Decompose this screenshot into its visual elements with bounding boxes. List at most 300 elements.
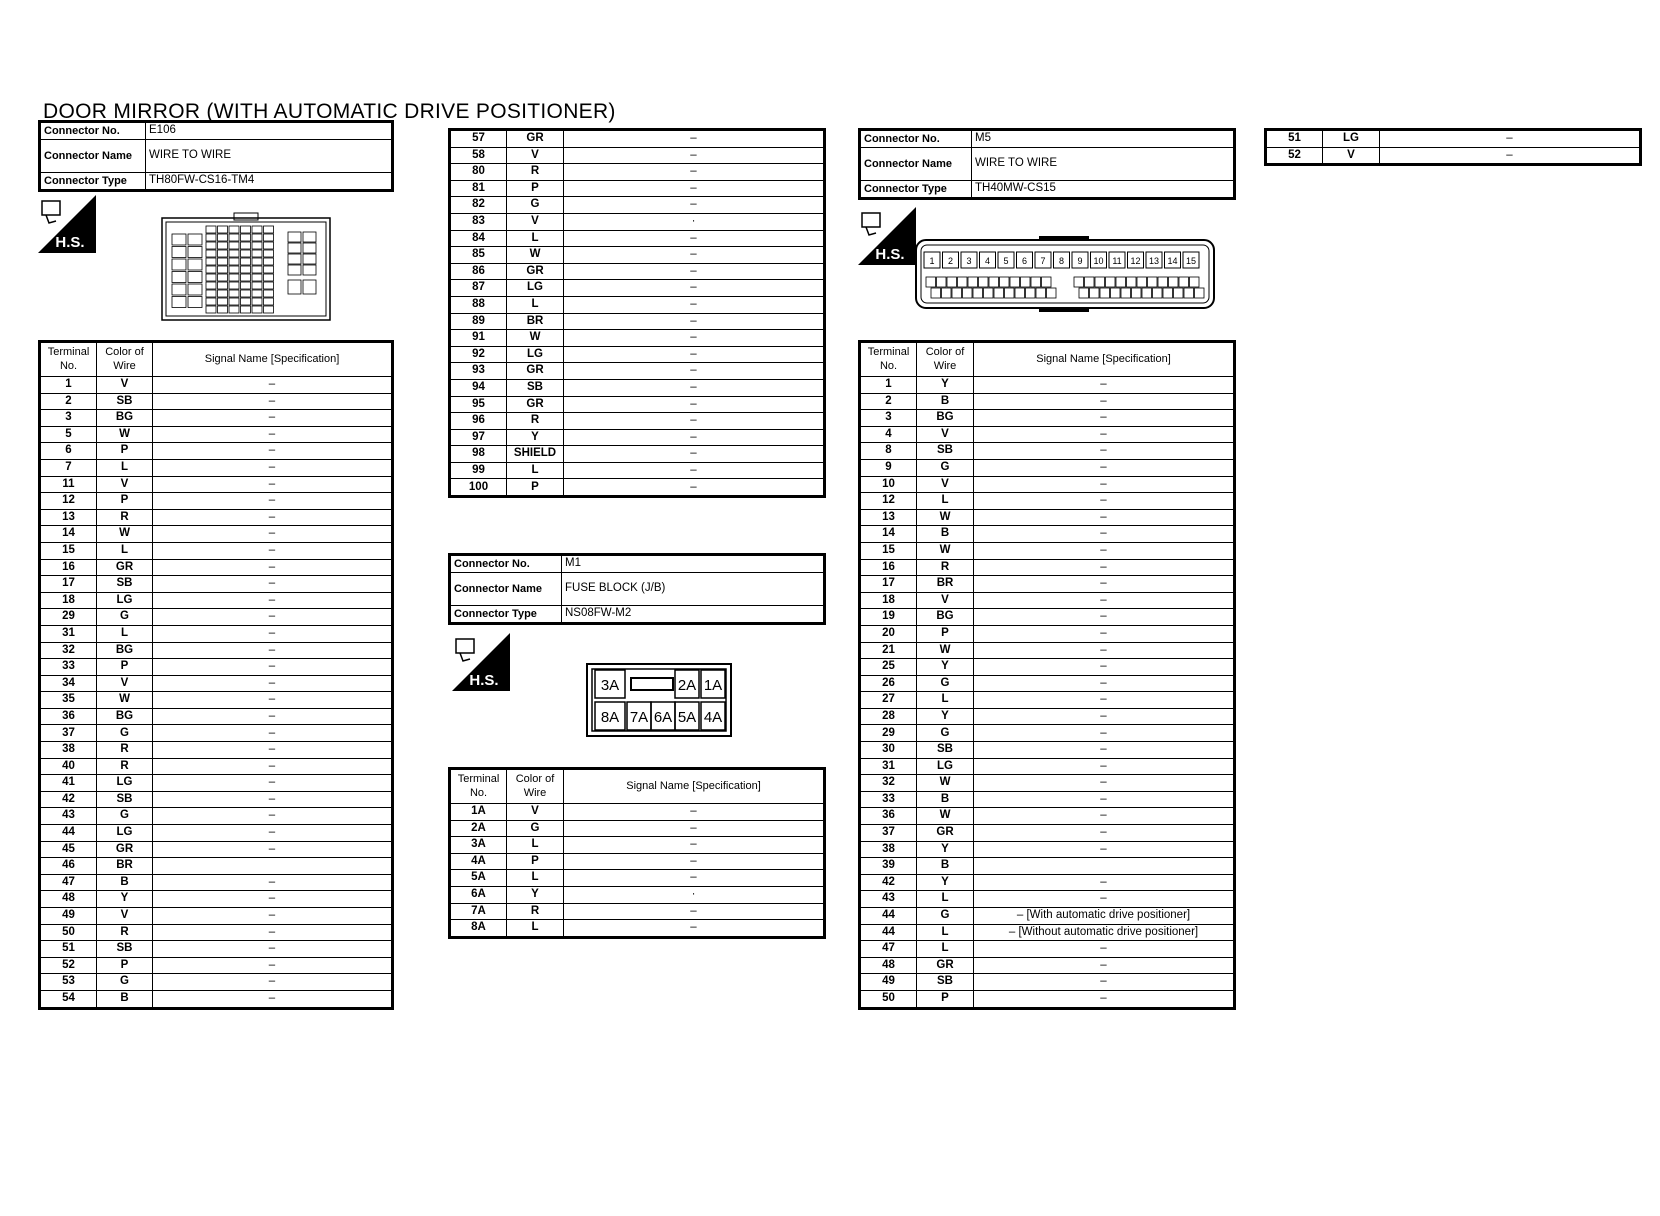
terminal-no-cell: 31: [860, 758, 917, 775]
table-row: [860, 941, 1235, 958]
pin-cell: [1026, 288, 1036, 298]
table-row: [40, 841, 393, 858]
connector-type-label: Connector Type: [860, 181, 972, 199]
signal-name-cell: –: [153, 576, 393, 593]
connector-type-label: Connector Type: [40, 173, 146, 191]
connector-type-value: TH40MW-CS15: [972, 181, 1235, 199]
signal-name-cell: –: [974, 708, 1235, 725]
terminal-no-cell: 85: [450, 247, 507, 264]
signal-name-cell: –: [564, 396, 825, 413]
table-row: [40, 675, 393, 692]
table-row: [40, 957, 393, 974]
terminal-no-cell: 17: [40, 576, 97, 593]
wire-color-cell: R: [97, 509, 153, 526]
table-row: [860, 841, 1235, 858]
wire-color-cell: SB: [97, 941, 153, 958]
signal-name-cell: –: [564, 247, 825, 264]
pin-label: 6A: [653, 709, 673, 726]
table-row: [860, 526, 1235, 543]
pin-cell: [252, 234, 262, 241]
terminal-no-cell: 44: [40, 825, 97, 842]
pin-number: 14: [1167, 256, 1178, 266]
pin-number: 4: [984, 256, 991, 266]
e106-continuation-block: [448, 128, 826, 498]
wire-color-cell: GR: [97, 559, 153, 576]
signal-name-cell: –: [974, 725, 1235, 742]
terminal-no-cell: 44: [860, 924, 917, 941]
pin-cell: [241, 274, 251, 281]
table-row: [860, 692, 1235, 709]
wire-color-cell: P: [507, 180, 564, 197]
signal-name-cell: –: [153, 377, 393, 394]
terminal-no-cell: 30: [860, 742, 917, 759]
table-row: [40, 592, 393, 609]
terminal-no-cell: 80: [450, 164, 507, 181]
table-row: [450, 886, 825, 903]
table-row: [450, 180, 825, 197]
wire-color-cell: L: [507, 920, 564, 938]
terminal-no-cell: 38: [860, 841, 917, 858]
signal-name-cell: –: [974, 775, 1235, 792]
pin-cell: [264, 298, 274, 305]
signal-name-header: Signal Name [Specification]: [974, 342, 1235, 377]
pin-cell: [252, 290, 262, 297]
pin-label: 2A: [677, 677, 697, 694]
wire-color-cell: L: [917, 891, 974, 908]
terminal-no-cell: 5A: [450, 870, 507, 887]
terminal-no-cell: 13: [860, 509, 917, 526]
terminal-no-cell: 81: [450, 180, 507, 197]
wire-color-cell: V: [1323, 147, 1380, 165]
signal-name-cell: [153, 858, 393, 875]
pin-cell: [218, 250, 228, 257]
pin-number: 9: [1077, 256, 1083, 266]
pin-label: 4A: [703, 709, 723, 726]
wire-color-cell: SB: [917, 974, 974, 991]
wire-color-cell: G: [507, 820, 564, 837]
terminal-no-cell: 33: [860, 791, 917, 808]
wire-color-cell: B: [97, 990, 153, 1008]
signal-name-cell: –: [153, 874, 393, 891]
terminal-no-cell: 46: [40, 858, 97, 875]
wire-color-cell: LG: [507, 280, 564, 297]
wire-color-cell: P: [507, 853, 564, 870]
pin-cell: [303, 243, 316, 253]
signal-name-cell: –: [153, 908, 393, 925]
signal-name-cell: ·: [564, 886, 825, 903]
table-row: [860, 891, 1235, 908]
signal-name-cell: –: [153, 841, 393, 858]
terminal-no-cell: 39: [860, 858, 917, 875]
wire-color-cell: V: [97, 675, 153, 692]
pin-cell: [1079, 288, 1089, 298]
signal-name-cell: –: [564, 837, 825, 854]
pin-cell: [188, 272, 202, 283]
terminal-no-cell: 10: [860, 476, 917, 493]
terminal-no-cell: 57: [450, 130, 507, 148]
pin-cell: [1163, 288, 1173, 298]
table-row: [860, 509, 1235, 526]
signal-name-cell: –: [974, 742, 1235, 759]
pin-number: 5: [1003, 256, 1009, 266]
signal-name-cell: –: [564, 147, 825, 164]
wire-color-cell: BG: [97, 642, 153, 659]
signal-name-cell: –: [564, 820, 825, 837]
table-row: [450, 230, 825, 247]
signal-name-cell: –: [974, 841, 1235, 858]
wire-color-cell: W: [917, 808, 974, 825]
terminal-no-header: Terminal No.: [450, 769, 507, 804]
signal-name-cell: –: [153, 642, 393, 659]
terminal-no-cell: 52: [40, 957, 97, 974]
pin-cell: [1153, 288, 1163, 298]
wire-color-cell: Y: [507, 886, 564, 903]
pin-cell: [264, 290, 274, 297]
pin-cell: [1174, 288, 1184, 298]
wire-color-cell: P: [917, 625, 974, 642]
terminal-no-cell: 48: [40, 891, 97, 908]
signal-name-cell: –: [1380, 147, 1641, 165]
terminal-no-cell: 91: [450, 330, 507, 347]
pin-cell: [1137, 277, 1147, 287]
terminal-no-cell: 51: [40, 941, 97, 958]
table-row: [450, 820, 825, 837]
signal-name-cell: –: [974, 874, 1235, 891]
wire-color-cell: LG: [507, 346, 564, 363]
wire-color-cell: Y: [917, 708, 974, 725]
wire-color-cell: LG: [917, 758, 974, 775]
terminal-no-cell: 88: [450, 296, 507, 313]
signal-name-cell: –: [974, 559, 1235, 576]
wire-color-cell: L: [97, 459, 153, 476]
wire-color-cell: W: [97, 692, 153, 709]
table-row: [860, 443, 1235, 460]
connector-no-label: Connector No.: [860, 130, 972, 148]
pin-cell: [288, 265, 301, 275]
signal-name-cell: –: [974, 459, 1235, 476]
table-row: [860, 493, 1235, 510]
table-row: [860, 874, 1235, 891]
terminal-no-cell: 38: [40, 742, 97, 759]
table-row: [860, 576, 1235, 593]
signal-name-cell: –: [153, 625, 393, 642]
pin-number: 13: [1148, 256, 1160, 266]
table-row: [860, 775, 1235, 792]
signal-name-cell: –: [564, 413, 825, 430]
table-row: [40, 659, 393, 676]
signal-name-cell: –: [564, 870, 825, 887]
pin-cell: [218, 298, 228, 305]
pin-cell: [241, 234, 251, 241]
terminal-no-cell: 50: [40, 924, 97, 941]
connector-no-label: Connector No.: [40, 122, 146, 140]
terminal-no-cell: 49: [860, 974, 917, 991]
signal-name-cell: –: [974, 526, 1235, 543]
wire-color-cell: G: [97, 609, 153, 626]
pin-cell: [229, 250, 239, 257]
pin-cell: [206, 234, 216, 241]
terminal-no-cell: 36: [40, 708, 97, 725]
m1-terminal-table: [448, 767, 826, 939]
wire-color-cell: BG: [97, 410, 153, 427]
signal-name-cell: –: [974, 377, 1235, 394]
terminal-no-cell: 6A: [450, 886, 507, 903]
wire-color-cell: L: [917, 941, 974, 958]
pin-cell: [264, 242, 274, 249]
table-row: [40, 609, 393, 626]
table-row: [40, 990, 393, 1008]
signal-name-cell: –: [974, 609, 1235, 626]
terminal-no-cell: 3: [860, 410, 917, 427]
pin-label: 7A: [629, 709, 649, 726]
terminal-no-cell: 6: [40, 443, 97, 460]
wire-color-cell: R: [507, 164, 564, 181]
pin-cell: [252, 298, 262, 305]
signal-name-cell: –: [153, 393, 393, 410]
table-row: [40, 742, 393, 759]
wire-color-cell: G: [97, 725, 153, 742]
table-row: [860, 609, 1235, 626]
pin-cell: [218, 234, 228, 241]
signal-name-cell: –: [564, 804, 825, 821]
pin-cell: [1042, 277, 1052, 287]
wire-color-cell: W: [97, 426, 153, 443]
pin-label: 3A: [600, 677, 620, 694]
signal-name-cell: –: [974, 808, 1235, 825]
wire-color-cell: G: [97, 808, 153, 825]
table-row: [860, 592, 1235, 609]
terminal-no-cell: 16: [860, 559, 917, 576]
terminal-no-cell: 86: [450, 263, 507, 280]
pin-cell: [288, 254, 301, 264]
terminal-no-cell: 82: [450, 197, 507, 214]
signal-name-cell: –: [564, 920, 825, 938]
signal-name-cell: –: [974, 642, 1235, 659]
m5-header-block: [858, 128, 1236, 200]
pin-cell: [218, 266, 228, 273]
pin-number: 1: [929, 256, 935, 266]
signal-name-cell: –: [974, 426, 1235, 443]
hs-label: H.S.: [55, 234, 85, 251]
pin-cell: [241, 290, 251, 297]
table-row: [860, 642, 1235, 659]
pin-cell: [252, 258, 262, 265]
table-row: [860, 825, 1235, 842]
signal-name-cell: –: [153, 990, 393, 1008]
wire-color-cell: GR: [97, 841, 153, 858]
pin-cell: [1005, 288, 1015, 298]
signal-name-cell: –: [1380, 130, 1641, 148]
wire-color-cell: BR: [507, 313, 564, 330]
pin-cell: [188, 284, 202, 295]
wire-color-cell: BG: [917, 410, 974, 427]
pin-cell: [252, 306, 262, 313]
signal-name-cell: –: [974, 990, 1235, 1008]
terminal-no-header: Terminal No.: [40, 342, 97, 377]
table-row: [40, 459, 393, 476]
pin-cell: [218, 306, 228, 313]
wire-color-cell: Y: [507, 429, 564, 446]
pin-cell: [1148, 277, 1158, 287]
signal-name-cell: –: [974, 941, 1235, 958]
terminal-no-cell: 53: [40, 974, 97, 991]
table-row: [40, 874, 393, 891]
e106-header-block: [38, 120, 394, 192]
wire-color-cell: P: [507, 479, 564, 497]
table-row: [450, 330, 825, 347]
signal-name-cell: –: [974, 410, 1235, 427]
connector-name-value: WIRE TO WIRE: [146, 140, 393, 173]
signal-name-cell: –: [153, 974, 393, 991]
pin-cell: [241, 226, 251, 233]
signal-name-cell: – [With automatic drive positioner]: [974, 908, 1235, 925]
table-row: [450, 147, 825, 164]
table-row: [860, 808, 1235, 825]
terminal-no-cell: 47: [40, 874, 97, 891]
table-row: [860, 957, 1235, 974]
pin-number: 7: [1040, 256, 1046, 266]
wire-color-cell: V: [917, 592, 974, 609]
terminal-no-cell: 9: [860, 459, 917, 476]
e106-connector-face: [160, 212, 332, 322]
pin-cell: [172, 284, 186, 295]
terminal-no-cell: 33: [40, 659, 97, 676]
pin-cell: [1021, 277, 1031, 287]
pin-number: 8: [1058, 256, 1065, 266]
table-row: [40, 410, 393, 427]
pin-cell: [206, 242, 216, 249]
table-row: [860, 377, 1235, 394]
pin-label: 5A: [677, 709, 697, 726]
table-row: [860, 758, 1235, 775]
table-row: [450, 363, 825, 380]
wire-color-cell: W: [97, 526, 153, 543]
table-row: [1266, 130, 1641, 148]
wire-color-cell: V: [507, 804, 564, 821]
terminal-no-cell: 42: [860, 874, 917, 891]
terminal-no-cell: 21: [860, 642, 917, 659]
signal-name-cell: –: [153, 742, 393, 759]
pin-cell: [1190, 277, 1200, 287]
wire-color-cell: R: [507, 413, 564, 430]
signal-name-cell: –: [974, 509, 1235, 526]
pin-cell: [1010, 277, 1020, 287]
signal-name-cell: [974, 858, 1235, 875]
signal-name-cell: –: [153, 493, 393, 510]
connector-no-value: M1: [562, 555, 825, 573]
table-row: [40, 808, 393, 825]
signal-name-cell: –: [974, 891, 1235, 908]
wire-color-cell: R: [507, 903, 564, 920]
signal-name-cell: –: [974, 974, 1235, 991]
signal-name-cell: –: [153, 410, 393, 427]
table-row: [40, 941, 393, 958]
pin-number: 12: [1130, 256, 1141, 266]
wire-color-cell: BG: [917, 609, 974, 626]
pin-cell: [926, 277, 936, 287]
signal-name-cell: –: [153, 708, 393, 725]
pin-cell: [288, 280, 301, 294]
pin-cell: [1142, 288, 1152, 298]
terminal-no-cell: 43: [860, 891, 917, 908]
pin-cell: [1184, 288, 1194, 298]
terminal-no-cell: 50: [860, 990, 917, 1008]
wire-color-cell: L: [507, 837, 564, 854]
pin-cell: [264, 266, 274, 273]
pin-cell: [252, 242, 262, 249]
pin-cell: [264, 226, 274, 233]
pin-cell: [288, 232, 301, 242]
terminal-no-cell: 32: [860, 775, 917, 792]
page-title: DOOR MIRROR (WITH AUTOMATIC DRIVE POSITIONER): [43, 100, 616, 123]
pin-cell: [229, 282, 239, 289]
pin-cell: [1132, 288, 1142, 298]
pin-cell: [952, 288, 962, 298]
pin-cell: [206, 282, 216, 289]
table-row: [40, 559, 393, 576]
signal-name-cell: –: [153, 924, 393, 941]
signal-name-cell: –: [974, 576, 1235, 593]
pin-cell: [1158, 277, 1168, 287]
wire-color-cell: R: [97, 742, 153, 759]
signal-name-cell: –: [974, 443, 1235, 460]
wire-color-cell: W: [507, 330, 564, 347]
terminal-no-cell: 14: [40, 526, 97, 543]
wire-color-cell: Y: [917, 659, 974, 676]
terminal-no-cell: 37: [40, 725, 97, 742]
terminal-no-cell: 11: [40, 476, 97, 493]
terminal-no-cell: 52: [1266, 147, 1323, 165]
wire-color-cell: P: [97, 443, 153, 460]
table-row: [450, 446, 825, 463]
wire-color-cell: L: [917, 493, 974, 510]
signal-name-cell: –: [153, 891, 393, 908]
pin-cell: [968, 277, 978, 287]
terminal-no-cell: 45: [40, 841, 97, 858]
pin-cell: [241, 266, 251, 273]
terminal-no-cell: 14: [860, 526, 917, 543]
pin-cell: [1085, 277, 1095, 287]
terminal-no-header: Terminal No.: [860, 342, 917, 377]
table-row: [860, 625, 1235, 642]
terminal-no-cell: 93: [450, 363, 507, 380]
table-row: [40, 858, 393, 875]
terminal-no-cell: 25: [860, 659, 917, 676]
pin-cell: [973, 288, 983, 298]
wire-color-cell: GR: [507, 363, 564, 380]
table-row: [450, 903, 825, 920]
wire-color-cell: SB: [97, 576, 153, 593]
table-row: [450, 429, 825, 446]
wire-color-cell: W: [917, 509, 974, 526]
wire-color-cell: Y: [917, 874, 974, 891]
m5-terminal-table: [858, 340, 1236, 1010]
connector-name-value: WIRE TO WIRE: [972, 148, 1235, 181]
signal-name-cell: –: [153, 526, 393, 543]
terminal-no-cell: 5: [40, 426, 97, 443]
terminal-no-cell: 44: [860, 908, 917, 925]
wire-color-cell: L: [97, 542, 153, 559]
signal-name-cell: –: [153, 659, 393, 676]
pin-cell: [252, 250, 262, 257]
pin-cell: [206, 226, 216, 233]
pin-cell: [1074, 277, 1084, 287]
pin-cell: [229, 274, 239, 281]
pin-number: 11: [1112, 256, 1122, 266]
signal-name-cell: – [Without automatic drive positioner]: [974, 924, 1235, 941]
pin-cell: [303, 265, 316, 275]
pin-cell: [206, 250, 216, 257]
